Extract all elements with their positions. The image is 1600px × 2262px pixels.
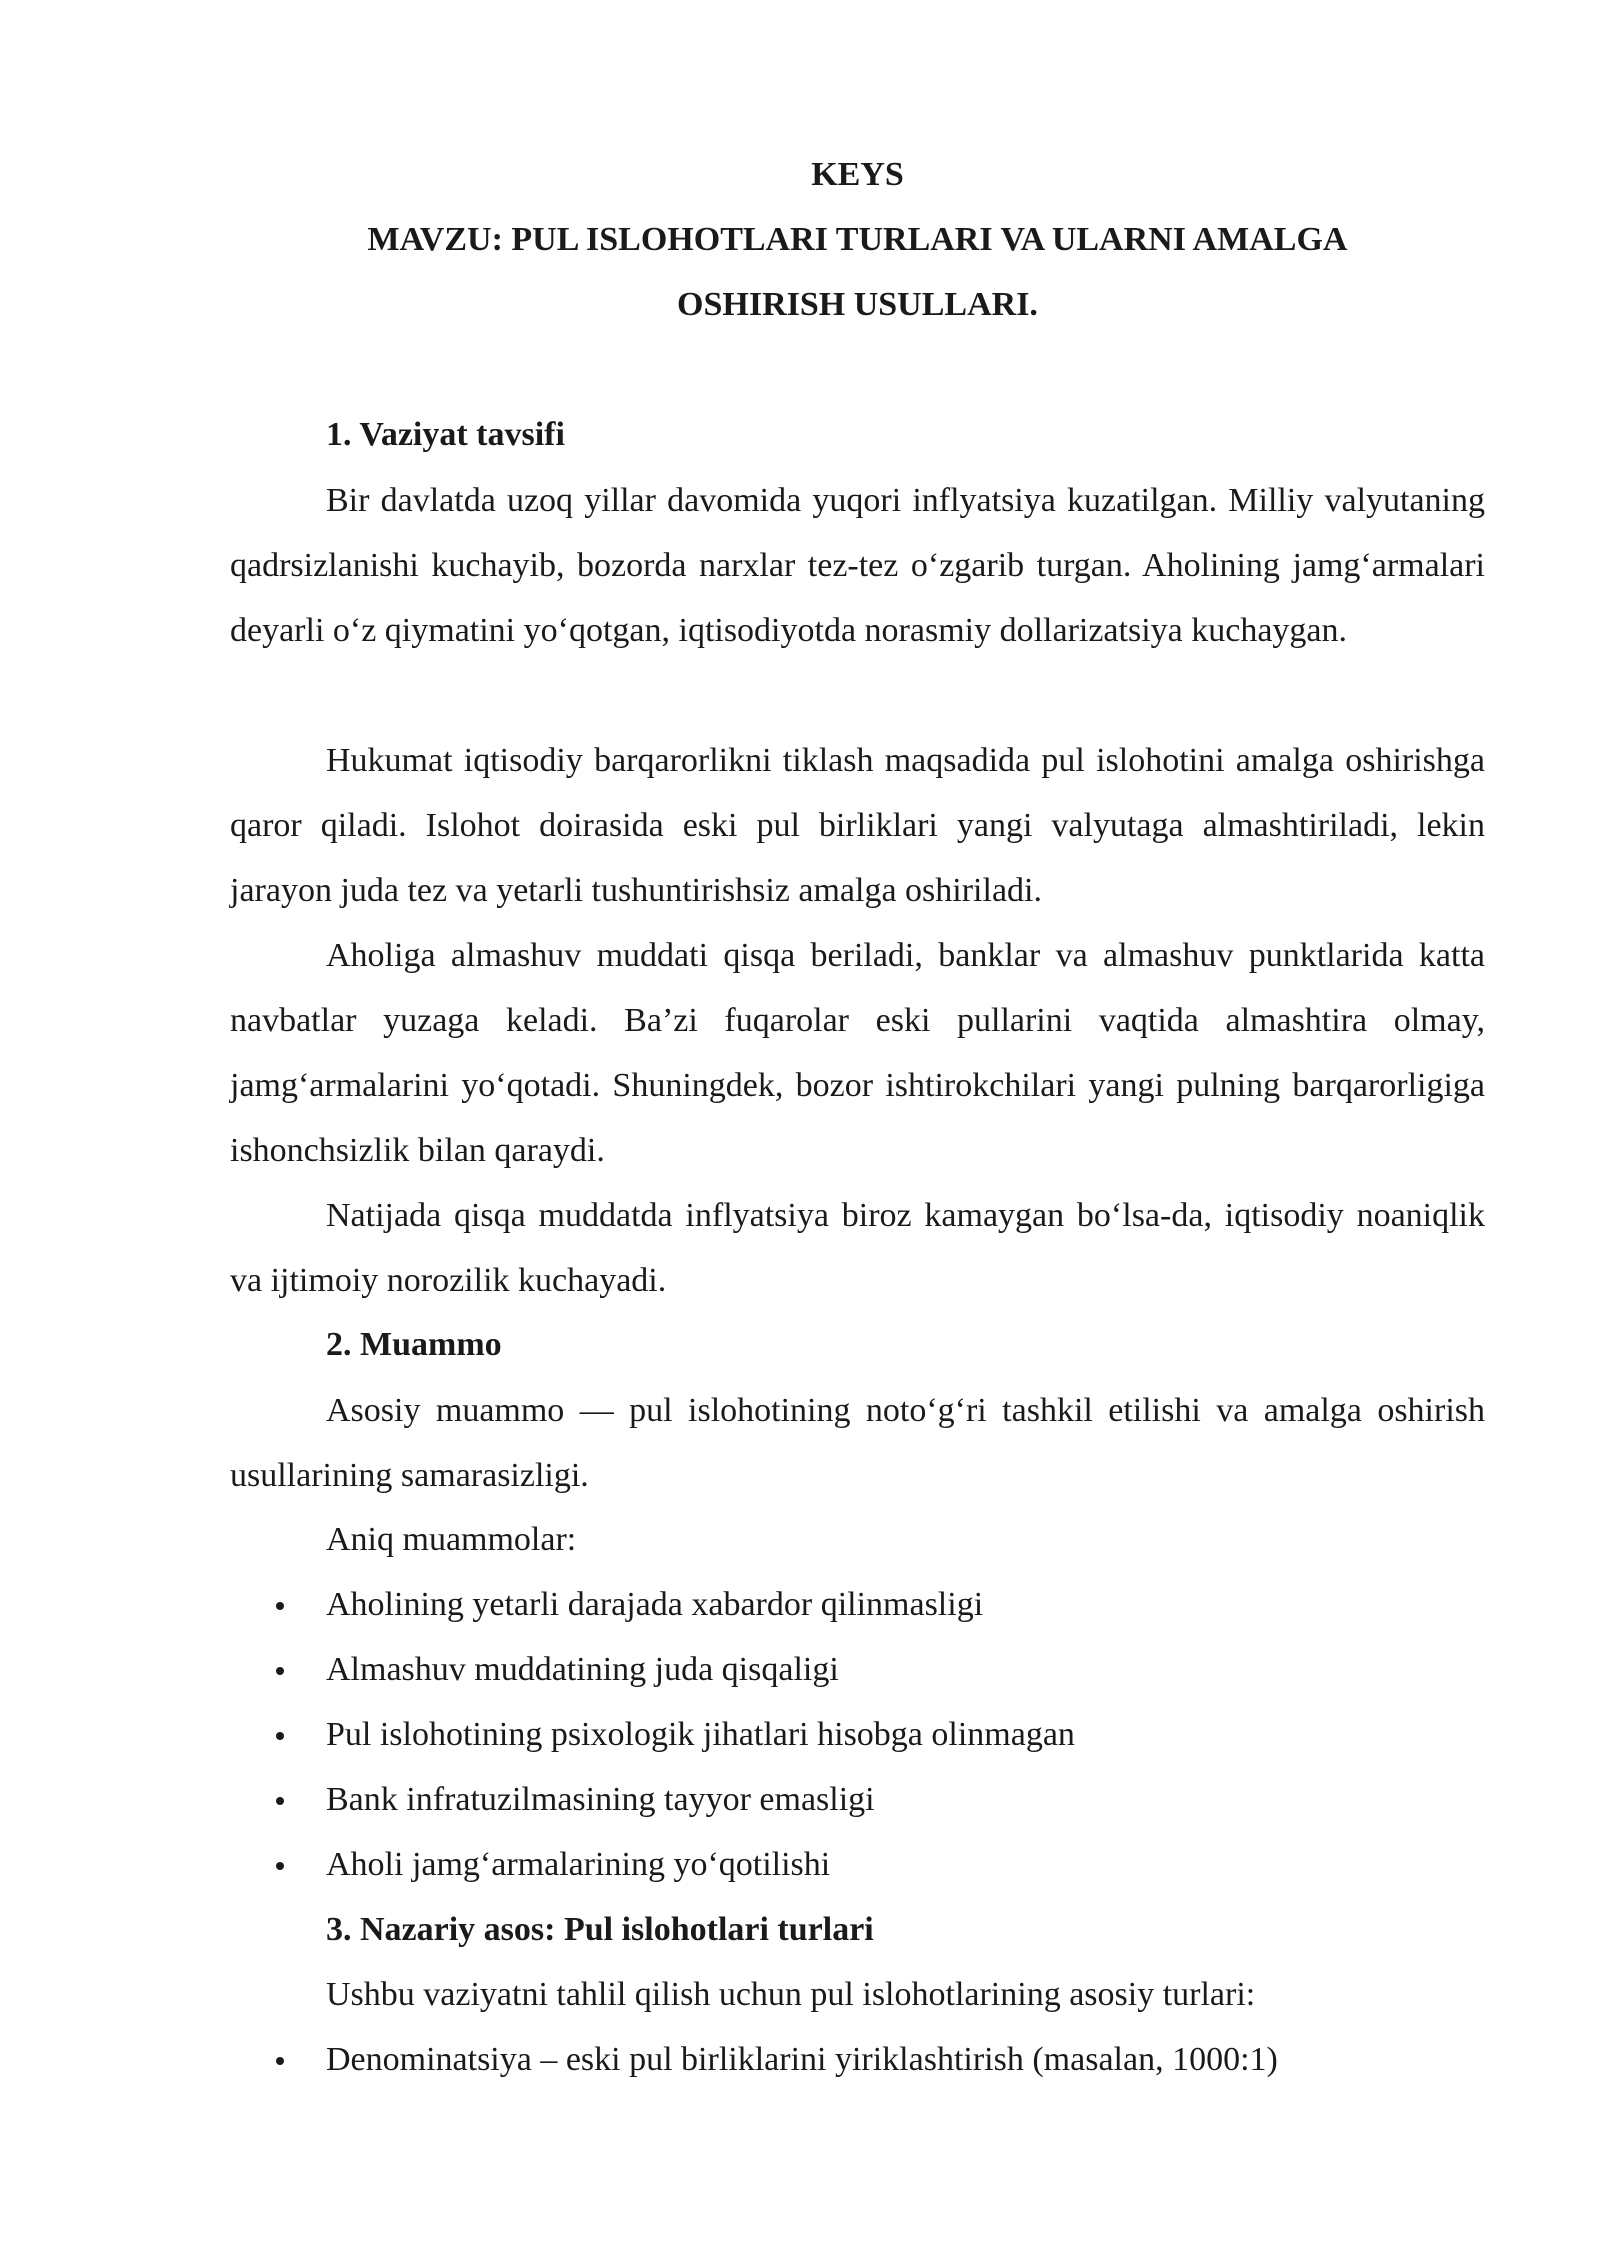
title-line-2: OSHIRISH USULLARI. xyxy=(677,286,1038,323)
section-1-heading: 1. Vaziyat tavsifi xyxy=(326,416,565,453)
list-item-text: Aholining yetarli darajada xabardor qilinmasligi xyxy=(326,1586,984,1623)
section-1-paragraph-1: Bir davlatda uzoq yillar davomida yuqori inflyatsiya kuzatilgan. Milliy valyutaning qadrsizlanishi kuchayib, bozorda narxlar tez-tez o‘zgarib turgan. Aholining jamg‘armalari deyarli o‘z qiymatini yo‘qotgan, iqtisodiyotda norasmiy dollarizatsiya kuchaygan. xyxy=(230,482,1485,649)
doc-label: KEYS xyxy=(811,156,904,193)
bullet-icon xyxy=(276,1602,284,1610)
problems-list-intro: Aniq muammolar: xyxy=(326,1521,577,1558)
list-item-text: Aholi jamg‘armalarining yo‘qotilishi xyxy=(326,1846,831,1883)
section-1-paragraph-3: Aholiga almashuv muddati qisqa beriladi, banklar va almashuv punktlarida katta navbatlar yuzaga keladi. Ba’zi fuqarolar eski pullarini vaqtida almashtira olmay, jamg‘armalarini yo‘qotadi. Shuningdek, bozor ishtirokchilari yangi pulning barqarorligiga ishonchsizlik bilan qaraydi. xyxy=(230,937,1485,1169)
section-3-intro: Ushbu vaziyatni tahlil qilish uchun pul islohotlarining asosiy turlari: xyxy=(326,1976,1256,2013)
section-1-paragraph-2: Hukumat iqtisodiy barqarorlikni tiklash maqsadida pul islohotini amalga oshirishga qaror qiladi. Islohot doirasida eski pul birliklari yangi valyutaga almashtiriladi, lekin jarayon juda tez va yetarli tushuntirishsiz amalga oshiriladi. xyxy=(230,742,1485,909)
section-1-paragraph-4: Natijada qisqa muddatda inflyatsiya biroz kamaygan bo‘lsa-da, iqtisodiy noaniqlik va ijtimoiy norozilik kuchayadi. xyxy=(230,1197,1485,1299)
list-item-text: Almashuv muddatining juda qisqaligi xyxy=(326,1651,839,1688)
list-item-text: Pul islohotining psixologik jihatlari hisobga olinmagan xyxy=(326,1716,1075,1753)
bullet-icon xyxy=(276,2057,284,2065)
section-2-heading: 2. Muammo xyxy=(326,1326,502,1363)
bullet-icon xyxy=(276,1797,284,1805)
section-2-paragraph: Asosiy muammo — pul islohotining noto‘g‘ri tashkil etilishi va amalga oshirish usullarining samarasizligi. xyxy=(230,1392,1485,1494)
list-item-text: Denominatsiya – eski pul birliklarini yiriklashtirish (masalan, 1000:1) xyxy=(326,2041,1278,2078)
title-line-1: MAVZU: PUL ISLOHOTLARI TURLARI VA ULARNI AMALGA xyxy=(367,221,1348,258)
section-3-heading: 3. Nazariy asos: Pul islohotlari turlari xyxy=(326,1911,874,1948)
bullet-icon xyxy=(276,1667,284,1675)
list-item-text: Bank infratuzilmasining tayyor emasligi xyxy=(326,1781,875,1818)
bullet-icon xyxy=(276,1862,284,1870)
bullet-icon xyxy=(276,1732,284,1740)
